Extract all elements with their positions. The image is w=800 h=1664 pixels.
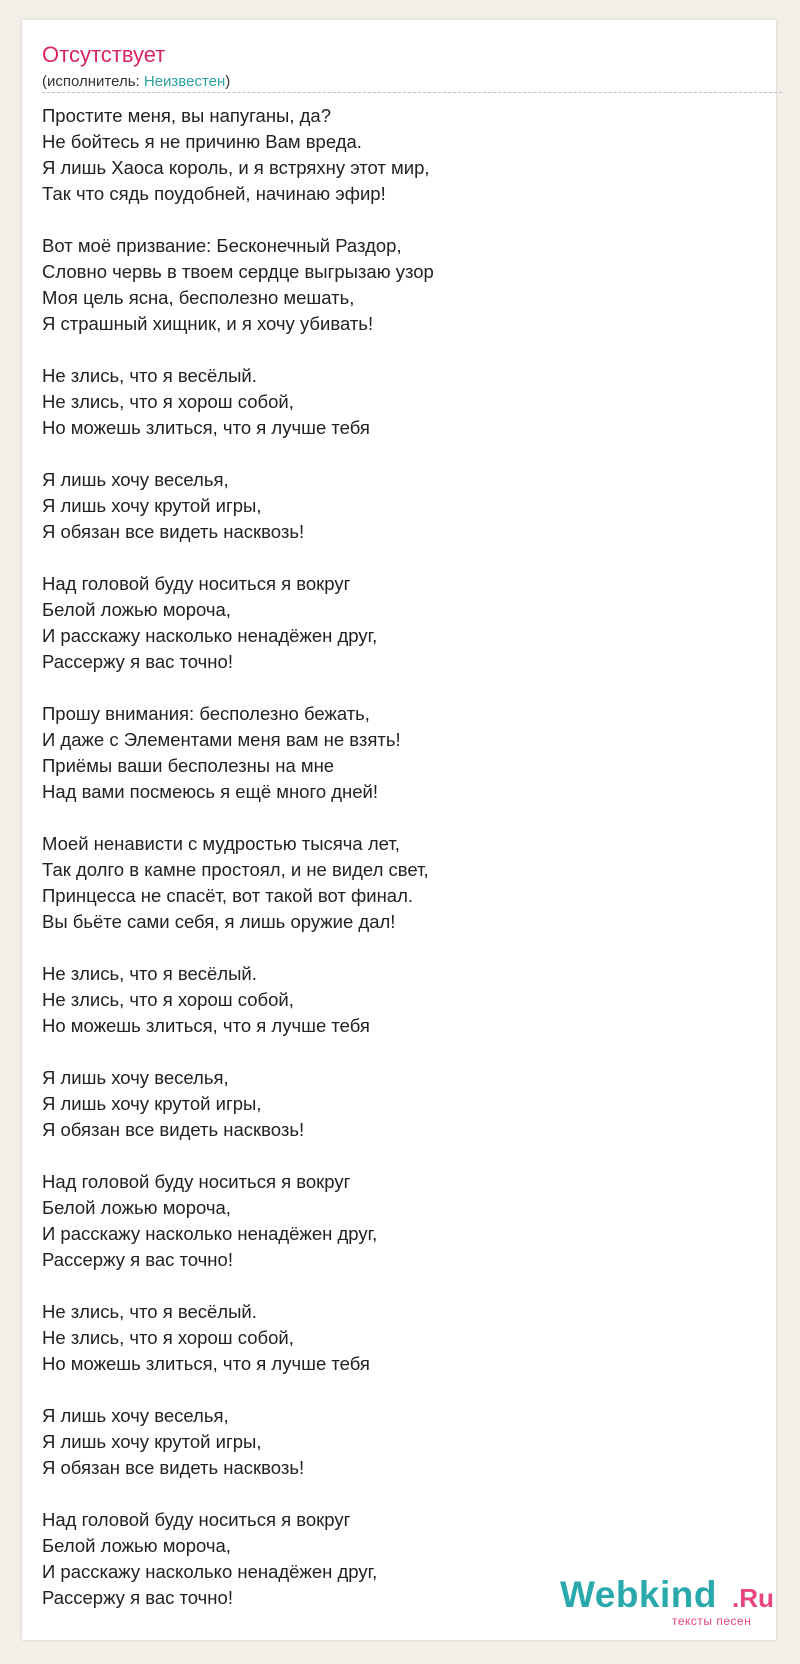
lyrics-stanza (42, 1299, 762, 1377)
lyrics-line: Над вами посмеюсь я ещё много дней! (42, 781, 379, 802)
lyrics-line: Не злись, что я хорош собой, (42, 1327, 294, 1348)
lyrics-line: Я лишь хочу веселья, (42, 469, 229, 490)
artist-prefix: (исполнитель: (42, 73, 144, 90)
lyrics-stanza (42, 701, 762, 805)
lyrics-line: Над головой буду носиться я вокруг (42, 1171, 351, 1192)
lyrics-line: Я лишь Хаоса король, и я встряхну этот мир, (42, 157, 430, 178)
webkind-logo (560, 1574, 790, 1632)
lyrics-line: Рассержу я вас точно! (42, 1249, 233, 1270)
artist-suffix: ) (225, 73, 231, 90)
lyrics-line: Вы бьёте сами себя, я лишь оружие дал! (42, 911, 396, 932)
lyrics-line: Не злись, что я весёлый. (42, 963, 257, 984)
lyrics-line: Словно червь в твоем сердце выгрызаю узор (42, 261, 434, 282)
lyrics-line: Моя цель ясна, бесполезно мешать, (42, 287, 355, 308)
lyrics-stanza (42, 467, 762, 545)
lyrics-stanza (42, 961, 762, 1039)
lyrics-line: И расскажу насколько ненадёжен друг, (42, 1223, 378, 1244)
lyrics-stanza (42, 1403, 762, 1481)
lyrics-line: Приёмы ваши бесполезны на мне (42, 755, 335, 776)
lyrics-line: Рассержу я вас точно! (42, 1587, 233, 1608)
logo-brand: Webkind (560, 1574, 717, 1615)
header-divider (42, 92, 782, 93)
lyrics-line: Вот моё призвание: Бесконечный Раздор, (42, 235, 402, 256)
lyrics-line: Простите меня, вы напуганы, да? (42, 105, 331, 126)
lyrics-line: Над головой буду носиться я вокруг (42, 573, 351, 594)
lyrics-line: Не злись, что я хорош собой, (42, 989, 294, 1010)
artist-link[interactable]: Неизвестен (143, 73, 226, 90)
lyrics-line: Я обязан все видеть насквозь! (42, 521, 305, 542)
lyrics-line: Я лишь хочу крутой игры, (42, 1093, 262, 1114)
lyrics-line: Но можешь злиться, что я лучше тебя (42, 417, 370, 438)
lyrics-stanza (42, 831, 762, 935)
lyrics-line: Я лишь хочу веселья, (42, 1405, 229, 1426)
lyrics-stanza (42, 103, 762, 207)
lyrics-line: Я лишь хочу крутой игры, (42, 495, 262, 516)
logo-tagline: тексты песен (672, 1614, 752, 1628)
lyrics-line: Белой ложью мороча, (42, 1197, 231, 1218)
lyrics-line: Я страшный хищник, и я хочу убивать! (42, 313, 374, 334)
lyrics-line: Так что сядь поудобней, начинаю эфир! (42, 183, 386, 204)
lyrics-stanza (42, 233, 762, 337)
lyrics-line: Белой ложью мороча, (42, 599, 231, 620)
lyrics-line: Я лишь хочу веселья, (42, 1067, 229, 1088)
lyrics-line: И даже с Элементами меня вам не взять! (42, 729, 401, 750)
logo-tld: .Ru (732, 1583, 774, 1613)
lyrics-stanza (42, 1169, 762, 1273)
lyrics-line: Моей ненависти с мудростью тысяча лет, (42, 833, 400, 854)
lyrics-body (42, 103, 762, 1637)
lyrics-line: Но можешь злиться, что я лучше тебя (42, 1015, 370, 1036)
lyrics-line: Я обязан все видеть насквозь! (42, 1457, 305, 1478)
lyrics-page (22, 20, 776, 1640)
lyrics-line: Принцесса не спасёт, вот такой вот финал. (42, 885, 414, 906)
lyrics-line: И расскажу насколько ненадёжен друг, (42, 1561, 378, 1582)
lyrics-line: Не злись, что я весёлый. (42, 365, 257, 386)
lyrics-line: Не злись, что я весёлый. (42, 1301, 257, 1322)
lyrics-stanza (42, 363, 762, 441)
lyrics-line: Рассержу я вас точно! (42, 651, 233, 672)
lyrics-stanza (42, 571, 762, 675)
lyrics-line: Я обязан все видеть насквозь! (42, 1119, 305, 1140)
lyrics-line: Не бойтесь я не причиню Вам вреда. (42, 131, 362, 152)
lyrics-stanza (42, 1065, 762, 1143)
song-title: Отсутствует (42, 42, 166, 67)
lyrics-line: Белой ложью мороча, (42, 1535, 231, 1556)
lyrics-line: Я лишь хочу крутой игры, (42, 1431, 262, 1452)
lyrics-line: Так долго в камне простоял, и не видел свет, (42, 859, 429, 880)
lyrics-line: Над головой буду носиться я вокруг (42, 1509, 351, 1530)
lyrics-line: И расскажу насколько ненадёжен друг, (42, 625, 378, 646)
lyrics-line: Прошу внимания: бесполезно бежать, (42, 703, 370, 724)
lyrics-line: Но можешь злиться, что я лучше тебя (42, 1353, 370, 1374)
song-meta (42, 73, 230, 90)
lyrics-line: Не злись, что я хорош собой, (42, 391, 294, 412)
